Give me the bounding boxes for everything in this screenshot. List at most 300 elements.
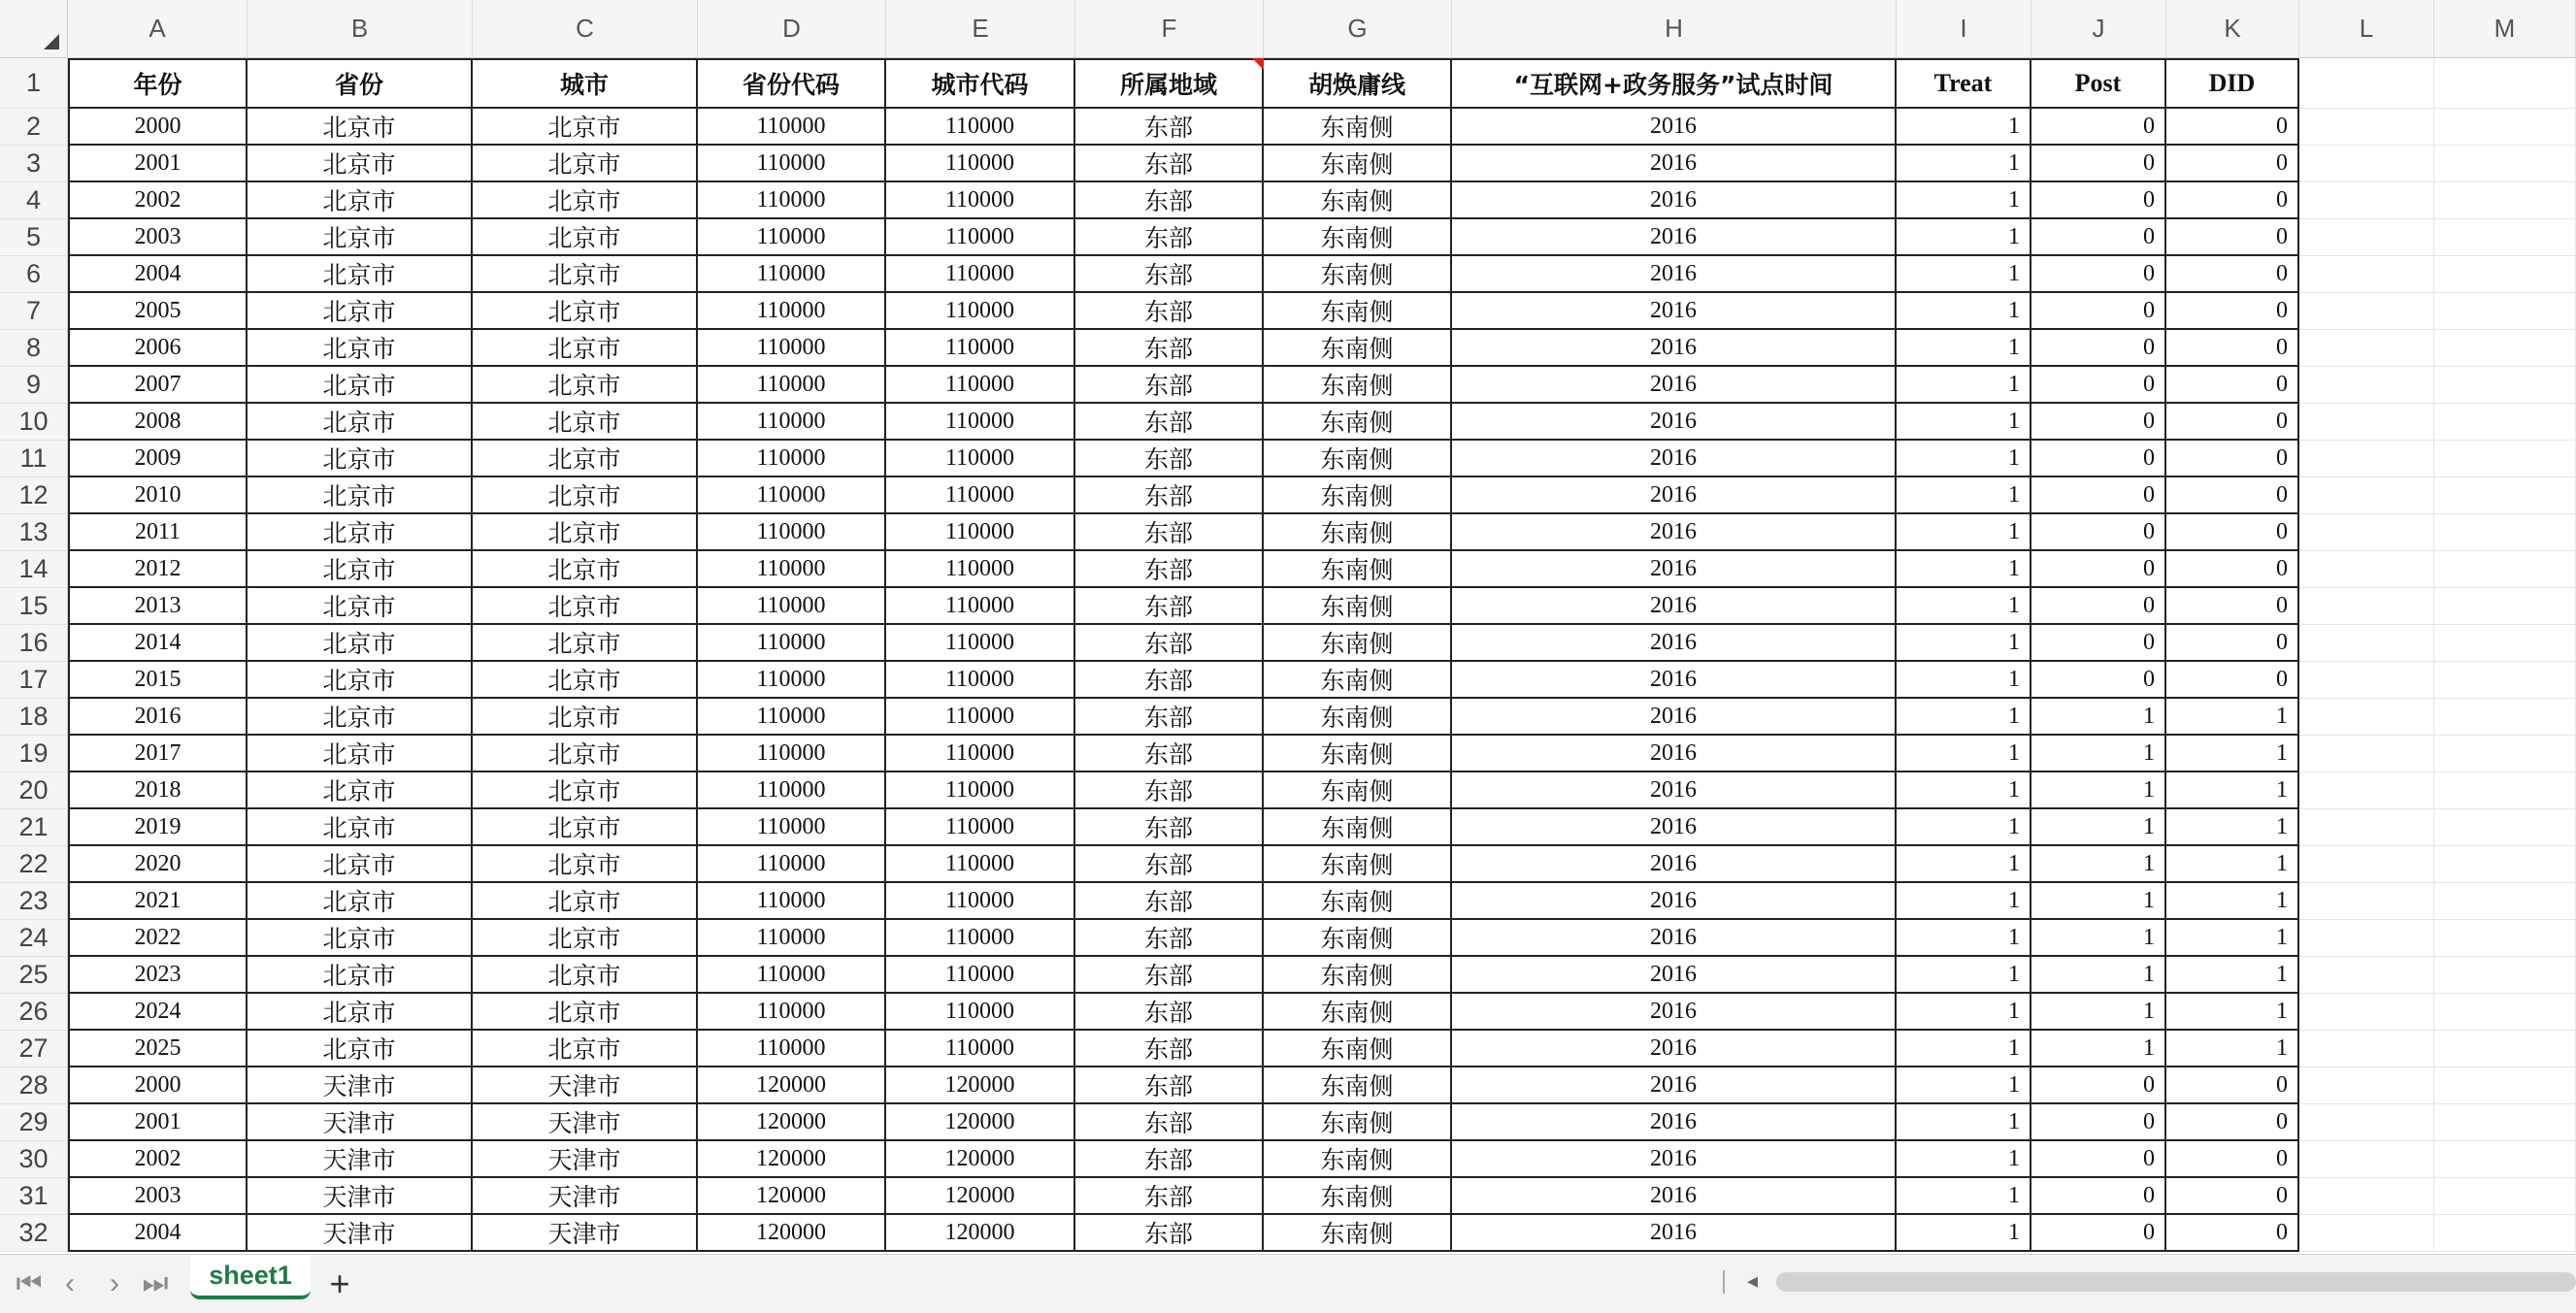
table-cell[interactable]: 东部 xyxy=(1075,1215,1264,1252)
table-cell[interactable]: 1 xyxy=(2166,699,2299,736)
table-cell[interactable]: 东南侧 xyxy=(1264,219,1452,256)
table-cell[interactable]: 2016 xyxy=(1452,441,1897,477)
table-cell[interactable]: 110000 xyxy=(698,109,886,146)
add-sheet-icon[interactable]: + xyxy=(329,1264,350,1303)
table-cell[interactable]: 北京市 xyxy=(248,477,473,514)
table-cell[interactable]: 东南侧 xyxy=(1264,514,1452,551)
table-cell[interactable]: 2003 xyxy=(68,219,248,256)
empty-cell[interactable] xyxy=(2299,367,2434,404)
table-cell[interactable]: 2011 xyxy=(68,514,248,551)
table-cell[interactable]: 110000 xyxy=(698,662,886,699)
table-cell[interactable]: 北京市 xyxy=(248,256,473,293)
table-cell[interactable]: 北京市 xyxy=(473,1031,698,1067)
table-cell[interactable]: 2012 xyxy=(68,551,248,588)
table-cell[interactable]: 东部 xyxy=(1075,662,1264,699)
empty-cell[interactable] xyxy=(2299,1141,2434,1178)
table-cell[interactable]: 2016 xyxy=(1452,920,1897,957)
table-cell[interactable]: 东部 xyxy=(1075,182,1264,219)
table-cell[interactable]: 2004 xyxy=(68,1215,248,1252)
empty-cell[interactable] xyxy=(2434,367,2576,404)
table-cell[interactable]: 110000 xyxy=(698,514,886,551)
table-cell[interactable]: 0 xyxy=(2031,109,2166,146)
table-cell[interactable]: 东南侧 xyxy=(1264,367,1452,404)
table-cell[interactable]: 1 xyxy=(2031,920,2166,957)
table-cell[interactable]: 北京市 xyxy=(248,219,473,256)
table-cell[interactable]: 110000 xyxy=(698,367,886,404)
table-cell[interactable]: 110000 xyxy=(886,256,1075,293)
table-cell[interactable]: 2016 xyxy=(1452,699,1897,736)
column-header-j[interactable]: J xyxy=(2031,0,2166,58)
table-cell[interactable]: 东部 xyxy=(1075,367,1264,404)
table-cell[interactable]: 1 xyxy=(2166,846,2299,883)
header-cell[interactable]: Post xyxy=(2031,58,2166,109)
table-cell[interactable]: 2016 xyxy=(1452,625,1897,662)
table-cell[interactable]: 东南侧 xyxy=(1264,109,1452,146)
table-cell[interactable]: 110000 xyxy=(698,182,886,219)
table-cell[interactable]: 东南侧 xyxy=(1264,809,1452,846)
empty-cell[interactable] xyxy=(2434,330,2576,367)
prev-sheet-icon[interactable]: ‹ xyxy=(65,1267,75,1299)
table-cell[interactable]: 1 xyxy=(1897,699,2031,736)
table-cell[interactable]: 0 xyxy=(2166,1141,2299,1178)
header-cell[interactable]: 城市代码 xyxy=(886,58,1075,109)
table-cell[interactable]: 0 xyxy=(2166,662,2299,699)
table-cell[interactable]: 110000 xyxy=(886,699,1075,736)
table-cell[interactable]: 1 xyxy=(1897,588,2031,625)
empty-cell[interactable] xyxy=(2434,1067,2576,1104)
table-cell[interactable]: 1 xyxy=(2031,1031,2166,1067)
table-cell[interactable]: 0 xyxy=(2031,514,2166,551)
table-cell[interactable]: 120000 xyxy=(886,1067,1075,1104)
table-cell[interactable]: 北京市 xyxy=(248,514,473,551)
table-cell[interactable]: 2006 xyxy=(68,330,248,367)
table-cell[interactable]: 0 xyxy=(2166,477,2299,514)
table-cell[interactable]: 2007 xyxy=(68,367,248,404)
empty-cell[interactable] xyxy=(2434,846,2576,883)
table-cell[interactable]: 1 xyxy=(1897,514,2031,551)
table-cell[interactable]: 0 xyxy=(2031,1067,2166,1104)
table-cell[interactable]: 天津市 xyxy=(473,1104,698,1141)
table-cell[interactable]: 1 xyxy=(1897,809,2031,846)
table-cell[interactable]: 2016 xyxy=(1452,588,1897,625)
row-header[interactable]: 8 xyxy=(0,330,68,367)
empty-cell[interactable] xyxy=(2434,1031,2576,1067)
empty-cell[interactable] xyxy=(2434,772,2576,809)
table-cell[interactable]: 0 xyxy=(2031,1141,2166,1178)
empty-cell[interactable] xyxy=(2434,920,2576,957)
table-cell[interactable]: 东部 xyxy=(1075,772,1264,809)
table-cell[interactable]: 东南侧 xyxy=(1264,404,1452,441)
row-header[interactable]: 23 xyxy=(0,883,68,920)
table-cell[interactable]: 东南侧 xyxy=(1264,441,1452,477)
table-cell[interactable]: 东南侧 xyxy=(1264,699,1452,736)
table-cell[interactable]: 天津市 xyxy=(248,1141,473,1178)
table-cell[interactable]: 1 xyxy=(1897,330,2031,367)
table-cell[interactable]: 北京市 xyxy=(473,920,698,957)
table-cell[interactable]: 1 xyxy=(2166,994,2299,1031)
table-cell[interactable]: 北京市 xyxy=(473,293,698,330)
table-cell[interactable]: 北京市 xyxy=(248,772,473,809)
table-cell[interactable]: 1 xyxy=(2031,994,2166,1031)
table-cell[interactable]: 东南侧 xyxy=(1264,477,1452,514)
table-cell[interactable]: 北京市 xyxy=(248,441,473,477)
table-cell[interactable]: 2023 xyxy=(68,957,248,994)
empty-cell[interactable] xyxy=(2434,662,2576,699)
table-cell[interactable]: 东南侧 xyxy=(1264,330,1452,367)
table-cell[interactable]: 1 xyxy=(1897,293,2031,330)
comment-indicator[interactable] xyxy=(1252,58,1264,70)
empty-cell[interactable] xyxy=(2434,957,2576,994)
column-header-i[interactable]: I xyxy=(1897,0,2031,58)
empty-cell[interactable] xyxy=(2434,404,2576,441)
table-cell[interactable]: 2009 xyxy=(68,441,248,477)
row-header[interactable]: 13 xyxy=(0,514,68,551)
table-cell[interactable]: 110000 xyxy=(698,441,886,477)
empty-cell[interactable] xyxy=(2434,994,2576,1031)
table-cell[interactable]: 110000 xyxy=(886,477,1075,514)
column-header-c[interactable]: C xyxy=(473,0,698,58)
table-cell[interactable]: 北京市 xyxy=(473,883,698,920)
empty-cell[interactable] xyxy=(2299,736,2434,772)
table-cell[interactable]: 0 xyxy=(2166,625,2299,662)
row-header[interactable]: 32 xyxy=(0,1215,68,1252)
table-cell[interactable]: 2016 xyxy=(1452,994,1897,1031)
row-header[interactable]: 26 xyxy=(0,994,68,1031)
table-cell[interactable]: 东部 xyxy=(1075,1141,1264,1178)
table-cell[interactable]: 北京市 xyxy=(248,699,473,736)
empty-cell[interactable] xyxy=(2299,846,2434,883)
table-cell[interactable]: 东部 xyxy=(1075,330,1264,367)
table-cell[interactable]: 北京市 xyxy=(473,367,698,404)
table-cell[interactable]: 0 xyxy=(2031,1215,2166,1252)
table-cell[interactable]: 东南侧 xyxy=(1264,994,1452,1031)
table-cell[interactable]: 2004 xyxy=(68,256,248,293)
empty-cell[interactable] xyxy=(2299,182,2434,219)
empty-cell[interactable] xyxy=(2434,809,2576,846)
table-cell[interactable]: 北京市 xyxy=(473,182,698,219)
table-cell[interactable]: 东部 xyxy=(1075,404,1264,441)
table-cell[interactable]: 北京市 xyxy=(248,293,473,330)
table-cell[interactable]: 北京市 xyxy=(473,514,698,551)
empty-cell[interactable] xyxy=(2299,477,2434,514)
table-cell[interactable]: 东南侧 xyxy=(1264,256,1452,293)
table-cell[interactable]: 2016 xyxy=(1452,1031,1897,1067)
table-cell[interactable]: 东南侧 xyxy=(1264,146,1452,182)
table-cell[interactable]: 1 xyxy=(1897,146,2031,182)
table-cell[interactable]: 北京市 xyxy=(473,736,698,772)
table-cell[interactable]: 0 xyxy=(2166,367,2299,404)
table-cell[interactable]: 2022 xyxy=(68,920,248,957)
table-cell[interactable]: 1 xyxy=(1897,256,2031,293)
table-cell[interactable]: 2016 xyxy=(1452,293,1897,330)
table-cell[interactable]: 东南侧 xyxy=(1264,662,1452,699)
table-cell[interactable]: 1 xyxy=(2166,1031,2299,1067)
table-cell[interactable]: 110000 xyxy=(698,330,886,367)
table-cell[interactable]: 2002 xyxy=(68,182,248,219)
table-cell[interactable]: 北京市 xyxy=(248,662,473,699)
table-cell[interactable]: 北京市 xyxy=(473,846,698,883)
table-cell[interactable]: 东部 xyxy=(1075,1031,1264,1067)
table-cell[interactable]: 2016 xyxy=(1452,809,1897,846)
table-cell[interactable]: 0 xyxy=(2031,1104,2166,1141)
table-cell[interactable]: 1 xyxy=(2166,736,2299,772)
empty-cell[interactable] xyxy=(2299,404,2434,441)
empty-cell[interactable] xyxy=(2299,1031,2434,1067)
table-cell[interactable]: 东部 xyxy=(1075,551,1264,588)
table-cell[interactable]: 东部 xyxy=(1075,1067,1264,1104)
table-cell[interactable]: 北京市 xyxy=(248,146,473,182)
empty-cell[interactable] xyxy=(2299,625,2434,662)
table-cell[interactable]: 110000 xyxy=(698,846,886,883)
table-cell[interactable]: 1 xyxy=(1897,1031,2031,1067)
table-cell[interactable]: 2016 xyxy=(1452,1178,1897,1215)
table-cell[interactable]: 2003 xyxy=(68,1178,248,1215)
empty-cell[interactable] xyxy=(2434,293,2576,330)
row-header[interactable]: 29 xyxy=(0,1104,68,1141)
empty-cell[interactable] xyxy=(2299,58,2434,109)
row-header[interactable]: 22 xyxy=(0,846,68,883)
table-cell[interactable]: 1 xyxy=(1897,883,2031,920)
table-cell[interactable]: 北京市 xyxy=(473,662,698,699)
last-sheet-icon[interactable]: ⏭ xyxy=(142,1267,169,1299)
table-cell[interactable]: 2016 xyxy=(1452,146,1897,182)
header-cell[interactable]: “互联网+政务服务”试点时间 xyxy=(1452,58,1897,109)
table-cell[interactable]: 东部 xyxy=(1075,219,1264,256)
header-cell[interactable]: 省份 xyxy=(248,58,473,109)
table-cell[interactable]: 1 xyxy=(2031,736,2166,772)
table-cell[interactable]: 110000 xyxy=(698,772,886,809)
table-cell[interactable]: 2001 xyxy=(68,1104,248,1141)
table-cell[interactable]: 110000 xyxy=(886,367,1075,404)
row-header[interactable]: 27 xyxy=(0,1031,68,1067)
table-cell[interactable]: 北京市 xyxy=(248,625,473,662)
table-cell[interactable]: 2025 xyxy=(68,1031,248,1067)
table-cell[interactable]: 1 xyxy=(1897,551,2031,588)
table-cell[interactable]: 110000 xyxy=(698,1031,886,1067)
table-cell[interactable]: 天津市 xyxy=(473,1141,698,1178)
table-cell[interactable]: 2019 xyxy=(68,809,248,846)
table-cell[interactable]: 北京市 xyxy=(248,330,473,367)
table-cell[interactable]: 北京市 xyxy=(248,1031,473,1067)
table-cell[interactable]: 110000 xyxy=(886,109,1075,146)
column-header-a[interactable]: A xyxy=(68,0,248,58)
table-cell[interactable]: 1 xyxy=(2166,809,2299,846)
table-cell[interactable]: 1 xyxy=(1897,994,2031,1031)
table-cell[interactable]: 2016 xyxy=(1452,404,1897,441)
table-cell[interactable]: 东南侧 xyxy=(1264,293,1452,330)
table-cell[interactable]: 东部 xyxy=(1075,699,1264,736)
table-cell[interactable]: 110000 xyxy=(698,146,886,182)
table-cell[interactable]: 110000 xyxy=(886,146,1075,182)
table-cell[interactable]: 1 xyxy=(1897,625,2031,662)
table-cell[interactable]: 1 xyxy=(1897,772,2031,809)
empty-cell[interactable] xyxy=(2299,551,2434,588)
table-cell[interactable]: 0 xyxy=(2166,551,2299,588)
table-cell[interactable]: 1 xyxy=(2166,957,2299,994)
table-cell[interactable]: 北京市 xyxy=(248,957,473,994)
table-cell[interactable]: 1 xyxy=(2166,920,2299,957)
table-cell[interactable]: 2016 xyxy=(1452,551,1897,588)
table-cell[interactable]: 110000 xyxy=(886,1031,1075,1067)
table-cell[interactable]: 0 xyxy=(2031,588,2166,625)
row-header[interactable]: 28 xyxy=(0,1067,68,1104)
row-header[interactable]: 9 xyxy=(0,367,68,404)
empty-cell[interactable] xyxy=(2434,1104,2576,1141)
table-cell[interactable]: 2000 xyxy=(68,1067,248,1104)
table-cell[interactable]: 东部 xyxy=(1075,883,1264,920)
table-cell[interactable]: 1 xyxy=(1897,920,2031,957)
empty-cell[interactable] xyxy=(2434,146,2576,182)
table-cell[interactable]: 2016 xyxy=(1452,514,1897,551)
table-cell[interactable]: 110000 xyxy=(886,293,1075,330)
empty-cell[interactable] xyxy=(2434,256,2576,293)
table-cell[interactable]: 0 xyxy=(2031,551,2166,588)
table-cell[interactable]: 1 xyxy=(2166,772,2299,809)
empty-cell[interactable] xyxy=(2434,736,2576,772)
table-cell[interactable]: 2014 xyxy=(68,625,248,662)
table-cell[interactable]: 110000 xyxy=(698,809,886,846)
table-cell[interactable]: 1 xyxy=(1897,1215,2031,1252)
column-header-h[interactable]: H xyxy=(1452,0,1897,58)
table-cell[interactable]: 0 xyxy=(2031,404,2166,441)
table-cell[interactable]: 东南侧 xyxy=(1264,1178,1452,1215)
table-cell[interactable]: 东部 xyxy=(1075,293,1264,330)
table-cell[interactable]: 0 xyxy=(2166,1067,2299,1104)
table-cell[interactable]: 0 xyxy=(2031,441,2166,477)
table-cell[interactable]: 0 xyxy=(2166,1178,2299,1215)
table-cell[interactable]: 110000 xyxy=(886,330,1075,367)
row-header[interactable]: 1 xyxy=(0,58,68,109)
empty-cell[interactable] xyxy=(2434,219,2576,256)
table-cell[interactable]: 110000 xyxy=(698,883,886,920)
empty-cell[interactable] xyxy=(2299,1215,2434,1252)
table-cell[interactable]: 0 xyxy=(2166,146,2299,182)
table-cell[interactable]: 2016 xyxy=(1452,1141,1897,1178)
column-header-b[interactable]: B xyxy=(248,0,473,58)
table-cell[interactable]: 北京市 xyxy=(473,404,698,441)
empty-cell[interactable] xyxy=(2434,109,2576,146)
table-cell[interactable]: 北京市 xyxy=(248,846,473,883)
table-cell[interactable]: 东南侧 xyxy=(1264,957,1452,994)
table-cell[interactable]: 天津市 xyxy=(473,1178,698,1215)
table-cell[interactable]: 北京市 xyxy=(248,404,473,441)
table-cell[interactable]: 东南侧 xyxy=(1264,846,1452,883)
row-header[interactable]: 6 xyxy=(0,256,68,293)
table-cell[interactable]: 1 xyxy=(2031,809,2166,846)
table-cell[interactable]: 天津市 xyxy=(473,1067,698,1104)
table-cell[interactable]: 120000 xyxy=(886,1178,1075,1215)
table-cell[interactable]: 东部 xyxy=(1075,846,1264,883)
row-header[interactable]: 3 xyxy=(0,146,68,182)
table-cell[interactable]: 1 xyxy=(2031,772,2166,809)
table-cell[interactable]: 北京市 xyxy=(473,109,698,146)
table-cell[interactable]: 1 xyxy=(2031,957,2166,994)
table-cell[interactable]: 0 xyxy=(2166,330,2299,367)
table-cell[interactable]: 110000 xyxy=(886,957,1075,994)
table-cell[interactable]: 0 xyxy=(2166,293,2299,330)
column-header-l[interactable]: L xyxy=(2299,0,2434,58)
table-cell[interactable]: 北京市 xyxy=(248,182,473,219)
table-cell[interactable]: 0 xyxy=(2166,588,2299,625)
table-cell[interactable]: 东部 xyxy=(1075,957,1264,994)
empty-cell[interactable] xyxy=(2299,957,2434,994)
table-cell[interactable]: 北京市 xyxy=(473,994,698,1031)
table-cell[interactable]: 天津市 xyxy=(248,1067,473,1104)
table-cell[interactable]: 110000 xyxy=(886,551,1075,588)
table-cell[interactable]: 东南侧 xyxy=(1264,551,1452,588)
table-cell[interactable]: 东部 xyxy=(1075,588,1264,625)
first-sheet-icon[interactable]: ⏮ xyxy=(16,1267,43,1299)
table-cell[interactable]: 2002 xyxy=(68,1141,248,1178)
table-cell[interactable]: 110000 xyxy=(886,920,1075,957)
table-cell[interactable]: 120000 xyxy=(886,1104,1075,1141)
empty-cell[interactable] xyxy=(2299,1067,2434,1104)
table-cell[interactable]: 1 xyxy=(1897,662,2031,699)
empty-cell[interactable] xyxy=(2434,1178,2576,1215)
column-header-m[interactable]: M xyxy=(2434,0,2576,58)
row-header[interactable]: 24 xyxy=(0,920,68,957)
empty-cell[interactable] xyxy=(2434,477,2576,514)
empty-cell[interactable] xyxy=(2434,588,2576,625)
table-cell[interactable]: 110000 xyxy=(698,994,886,1031)
table-cell[interactable]: 110000 xyxy=(886,588,1075,625)
table-cell[interactable]: 110000 xyxy=(886,883,1075,920)
table-cell[interactable]: 2005 xyxy=(68,293,248,330)
column-header-e[interactable]: E xyxy=(886,0,1075,58)
table-cell[interactable]: 110000 xyxy=(886,736,1075,772)
table-cell[interactable]: 2000 xyxy=(68,109,248,146)
row-header[interactable]: 2 xyxy=(0,109,68,146)
table-cell[interactable]: 天津市 xyxy=(248,1215,473,1252)
table-cell[interactable]: 北京市 xyxy=(248,551,473,588)
empty-cell[interactable] xyxy=(2299,588,2434,625)
table-cell[interactable]: 东部 xyxy=(1075,1178,1264,1215)
table-cell[interactable]: 2001 xyxy=(68,146,248,182)
table-cell[interactable]: 110000 xyxy=(886,219,1075,256)
table-cell[interactable]: 2016 xyxy=(1452,109,1897,146)
table-cell[interactable]: 110000 xyxy=(698,625,886,662)
table-cell[interactable]: 东部 xyxy=(1075,514,1264,551)
table-cell[interactable]: 2016 xyxy=(1452,367,1897,404)
table-cell[interactable]: 东部 xyxy=(1075,920,1264,957)
table-cell[interactable]: 110000 xyxy=(886,182,1075,219)
table-cell[interactable]: 北京市 xyxy=(473,477,698,514)
table-cell[interactable]: 110000 xyxy=(698,293,886,330)
table-cell[interactable]: 1 xyxy=(1897,1104,2031,1141)
empty-cell[interactable] xyxy=(2434,699,2576,736)
column-header-f[interactable]: F xyxy=(1075,0,1264,58)
table-cell[interactable]: 110000 xyxy=(698,219,886,256)
row-header[interactable]: 18 xyxy=(0,699,68,736)
row-header[interactable]: 15 xyxy=(0,588,68,625)
table-cell[interactable]: 120000 xyxy=(698,1104,886,1141)
table-cell[interactable]: 东南侧 xyxy=(1264,883,1452,920)
empty-cell[interactable] xyxy=(2299,441,2434,477)
header-cell[interactable]: 胡焕庸线 xyxy=(1264,58,1452,109)
empty-cell[interactable] xyxy=(2434,883,2576,920)
table-cell[interactable]: 2016 xyxy=(1452,219,1897,256)
table-cell[interactable]: 0 xyxy=(2166,514,2299,551)
header-cell[interactable]: 城市 xyxy=(473,58,698,109)
empty-cell[interactable] xyxy=(2299,920,2434,957)
row-header[interactable]: 4 xyxy=(0,182,68,219)
table-cell[interactable]: 120000 xyxy=(698,1215,886,1252)
table-cell[interactable]: 北京市 xyxy=(248,736,473,772)
table-cell[interactable]: 北京市 xyxy=(248,109,473,146)
horizontal-scrollbar[interactable] xyxy=(1776,1272,2576,1292)
table-cell[interactable]: 2016 xyxy=(1452,256,1897,293)
table-cell[interactable]: 0 xyxy=(2166,404,2299,441)
